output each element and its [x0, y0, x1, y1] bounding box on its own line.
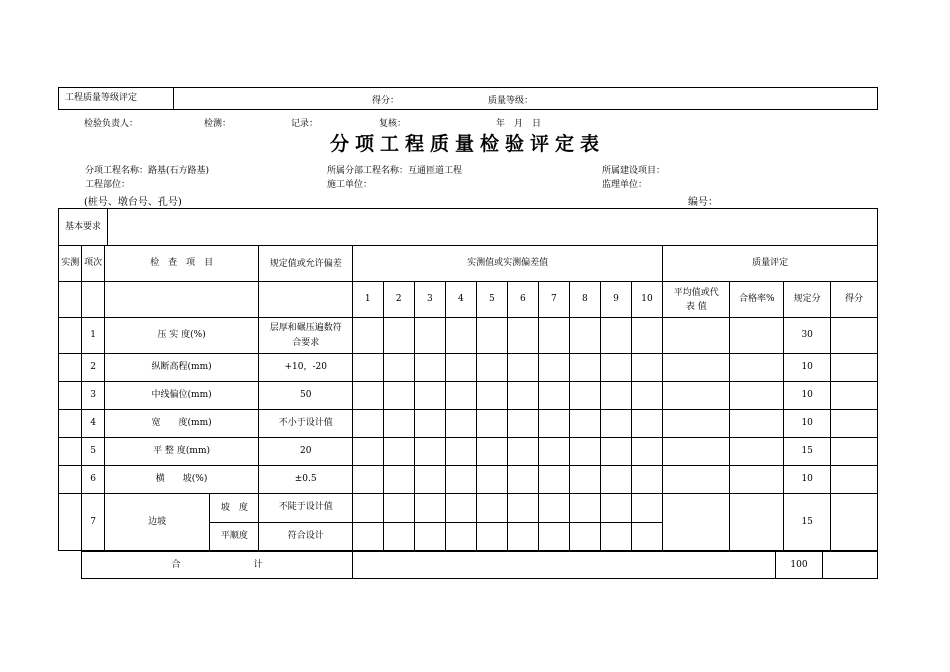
page-title: 分项工程质量检验评定表	[330, 133, 606, 155]
row-spec: 20	[259, 438, 353, 466]
check-item-header: 检 查 项 目	[104, 246, 259, 282]
row-no: 3	[82, 382, 104, 410]
slope-label: 边坡	[105, 494, 211, 550]
row-item: 宽 度(mm)	[104, 410, 259, 438]
pile-label: (桩号、墩台号、孔号)	[84, 197, 182, 208]
location-label: 工程部位：	[85, 180, 131, 190]
col-9: 9	[601, 282, 632, 318]
row-std: 10	[784, 466, 831, 494]
recorder-label: 记录：	[291, 119, 319, 129]
item-no-header: 项次	[82, 246, 104, 282]
score-header: 得分	[831, 282, 878, 318]
basic-requirement-box	[58, 208, 878, 246]
date-label: 年 月 日	[496, 119, 542, 129]
row-std: 10	[784, 382, 831, 410]
reviewer-label: 复核：	[379, 119, 407, 129]
slope-sub-gradient: 坡 度	[210, 494, 258, 523]
row-no: 2	[82, 354, 104, 382]
row-std: 15	[784, 438, 831, 466]
table-row	[59, 494, 878, 523]
total-row	[81, 551, 878, 579]
col-7: 7	[539, 282, 570, 318]
score-label: 得分：	[372, 96, 400, 106]
row-item: 平 整 度(mm)	[104, 438, 259, 466]
row-item: 纵断高程(mm)	[104, 354, 259, 382]
row-no: 7	[82, 494, 104, 551]
row-std: 10	[784, 410, 831, 438]
pass-rate-header: 合格率%	[730, 282, 784, 318]
slope-sub-smoothness: 平顺度	[220, 531, 248, 541]
row-no: 1	[82, 318, 104, 354]
col-5: 5	[477, 282, 508, 318]
row-spec: +10，-20	[259, 354, 353, 382]
table-row	[59, 466, 878, 494]
values-header: 实测值或实测偏差值	[353, 246, 663, 282]
table-row	[59, 438, 878, 466]
row-spec: 层厚和碾压遍数符合要求	[259, 318, 353, 354]
row-no: 5	[82, 438, 104, 466]
supervisor-label: 监理单位：	[602, 180, 648, 190]
total-label-1: 合	[171, 559, 181, 570]
table-row	[59, 354, 878, 382]
row-std: 15	[784, 494, 831, 551]
quality-header: 质量评定	[663, 246, 878, 282]
project-label: 所属建设项目：	[602, 166, 666, 176]
inspector-label: 检验负责人：	[84, 119, 139, 129]
row-spec: 不小于设计值	[259, 410, 353, 438]
col-6: 6	[507, 282, 539, 318]
basic-requirement-label: 基本要求	[59, 209, 108, 246]
table-row	[59, 382, 878, 410]
col-4: 4	[445, 282, 477, 318]
col-2: 2	[383, 282, 415, 318]
table-row	[59, 410, 878, 438]
grade-label: 质量等级：	[488, 96, 534, 106]
row-std: 30	[784, 318, 831, 354]
row-spec: ±0.5	[259, 466, 353, 494]
row-item: 横 坡(%)	[104, 466, 259, 494]
col-8: 8	[569, 282, 601, 318]
col-10: 10	[631, 282, 663, 318]
total-label-2: 计	[253, 559, 263, 570]
row-item: 中线偏位(mm)	[104, 382, 259, 410]
contractor-label: 施工单位：	[327, 180, 373, 190]
quality-grade-box	[58, 87, 878, 110]
col-3: 3	[415, 282, 446, 318]
item-name: 分项工程名称：路基(石方路基)	[85, 166, 210, 176]
col-1: 1	[353, 282, 384, 318]
row-std: 10	[784, 354, 831, 382]
tester-label: 检测：	[204, 119, 232, 129]
parent-name: 所属分部工程名称：互通匝道工程	[327, 166, 463, 176]
row-spec: 50	[259, 382, 353, 410]
table-row	[59, 318, 878, 354]
row-no: 4	[82, 410, 104, 438]
std-score-header: 规定分	[784, 282, 831, 318]
row-no: 6	[82, 466, 104, 494]
row-spec: 不陡于设计值	[259, 494, 353, 523]
row-spec: 符合设计	[259, 522, 353, 551]
row-item: 压 实 度(%)	[104, 318, 259, 354]
measured-header: 实测	[59, 246, 82, 282]
total-std: 100	[776, 552, 823, 579]
avg-header: 平均值或代 表 值	[663, 282, 730, 318]
spec-header: 规定值或允许偏差	[259, 246, 353, 282]
inspection-table	[58, 245, 878, 551]
quality-grade-label: 工程质量等级评定	[59, 88, 174, 110]
number-label: 编号：	[688, 197, 718, 208]
